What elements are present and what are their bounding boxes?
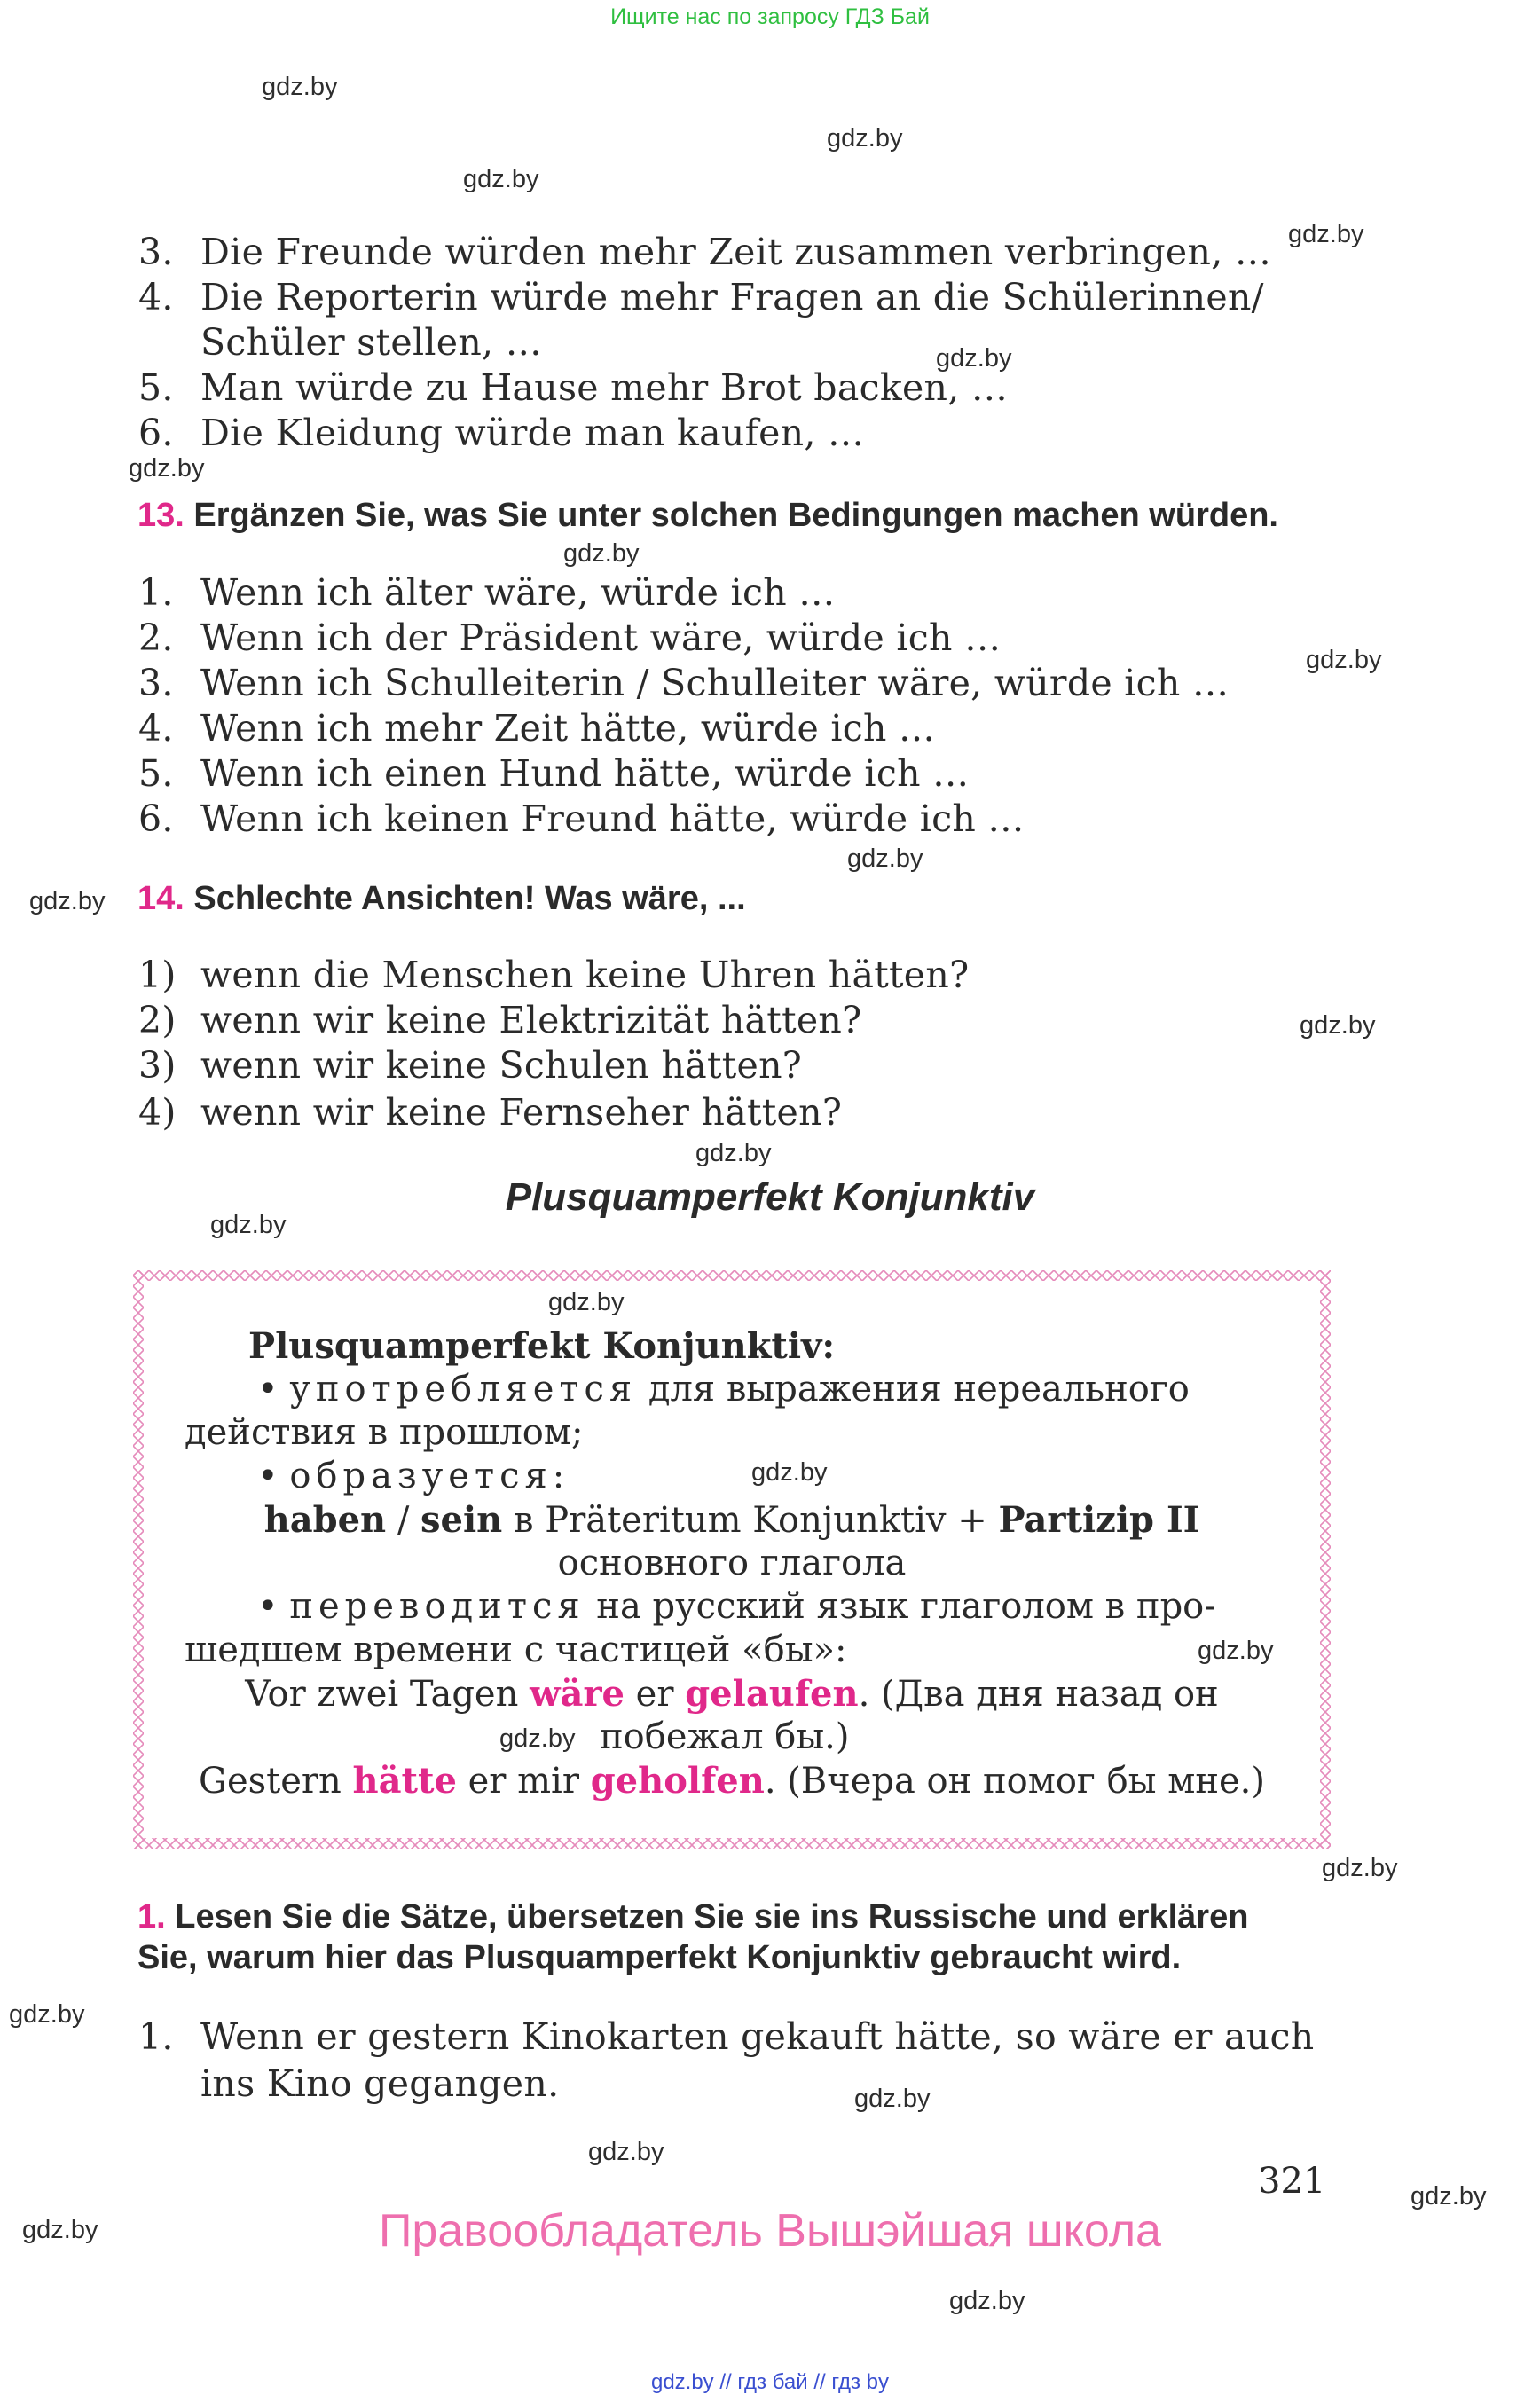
rule-bullet-formation: • образуется: [257,1456,570,1496]
watermark: gdz.by [463,165,539,193]
list-item: 6. Die Kleidung würde man kaufen, … [138,412,865,454]
watermark: gdz.by [1410,2182,1487,2211]
list-item: 1. Wenn ich älter wäre, würde ich … [138,571,836,614]
watermark: gdz.by [210,1211,287,1239]
list-item: 4. Wenn ich mehr Zeit hätte, würde ich … [138,707,936,750]
list-item: 3. Wenn ich Schulleiterin / Schulleiter wäre, würde ich … [138,662,1230,704]
watermark: gdz.by [9,2000,85,2029]
watermark: gdz.by [827,124,903,153]
footer-links[interactable]: gdz.by // гдз бай // гдз by [650,2370,890,2394]
watermark: gdz.by [499,1724,576,1753]
watermark: gdz.by [1322,1854,1398,1882]
section-title: Plusquamperfekt Konjunktiv [505,1175,1035,1219]
rule-example-1: Vor zwei Tagen wäre er gelaufen. (Два дня назад он [245,1673,1219,1715]
watermark: gdz.by [29,887,106,915]
watermark: gdz.by [854,2085,931,2113]
exercise-1-heading-cont: Sie, warum hier das Plusquamperfekt Konjunktiv gebraucht wird. [138,1939,1182,1976]
copyright-owner: Правообладатель Вышэйшая школа [379,2205,1161,2257]
exercise-14-heading: 14. Schlechte Ansichten! Was wäre, ... [138,880,746,917]
list-item: 4) wenn wir keine Fernseher hätten? [138,1091,843,1134]
list-item: 3. Die Freunde würden mehr Zeit zusammen verbringen, … [138,231,1272,273]
watermark: gdz.by [1306,646,1382,674]
rule-bullet-translation: • переводится на русский язык глаголом в про- [257,1586,1216,1627]
list-item: 2. Wenn ich der Präsident wäre, würde ich … [138,616,1002,659]
watermark: gdz.by [1300,1011,1376,1040]
watermark: gdz.by [22,2216,98,2244]
page-number: 321 [1258,2161,1326,2202]
watermark: gdz.by [936,344,1012,373]
watermark: gdz.by [563,539,640,568]
top-banner[interactable]: Ищите нас по запросу ГДЗ Бай [610,4,930,29]
watermark: gdz.by [751,1458,828,1487]
list-item: 5. Man würde zu Hause mehr Brot backen, … [138,366,1009,409]
rule-formula: haben / sein в Präteritum Konjunktiv + Partizip II [263,1499,1200,1541]
rule-example-2: Gestern hätte er mir geholfen. (Вчера он помог бы мне.) [199,1760,1265,1802]
watermark: gdz.by [1288,220,1364,248]
watermark: gdz.by [588,2138,664,2166]
list-item: 3) wenn wir keine Schulen hätten? [138,1044,803,1087]
list-item: ins Kino gegangen. [200,2062,560,2105]
rule-bullet-translation-cont: шедшем времени с частицей «бы»: [185,1629,847,1670]
watermark: gdz.by [847,844,923,873]
watermark: gdz.by [1198,1637,1274,1665]
list-item: 1) wenn die Menschen keine Uhren hätten? [138,954,970,996]
exercise-13-heading: 13. Ergänzen Sie, was Sie unter solchen Bedingungen machen würden. [138,497,1278,534]
exercise-1-heading: 1. Lesen Sie die Sätze, übersetzen Sie sie ins Russische und erklären [138,1898,1249,1936]
rule-bullet-usage-cont: действия в прошлом; [185,1412,584,1453]
rule-bullet-usage: • употребляется для выражения нереального [257,1369,1190,1410]
list-item: 4. Die Reporterin würde mehr Fragen an die Schülerinnen/ [138,276,1264,318]
list-item: 6. Wenn ich keinen Freund hätte, würde ich … [138,797,1025,840]
list-item: 1. Wenn er gestern Kinokarten gekauft hätte, so wäre er auch [138,2015,1315,2058]
watermark: gdz.by [695,1139,772,1167]
watermark: gdz.by [262,73,338,101]
list-item: 5. Wenn ich einen Hund hätte, würde ich … [138,752,970,795]
rule-example-1-cont: побежал бы.) [600,1716,850,1757]
list-item: Schüler stellen, … [200,321,543,364]
rule-formula-cont: основного глагола [557,1543,907,1583]
watermark: gdz.by [548,1288,625,1316]
watermark: gdz.by [129,454,205,483]
watermark: gdz.by [949,2287,1025,2315]
rule-heading: Plusquamperfekt Konjunktiv: [248,1325,836,1367]
list-item: 2) wenn wir keine Elektrizität hätten? [138,999,862,1041]
